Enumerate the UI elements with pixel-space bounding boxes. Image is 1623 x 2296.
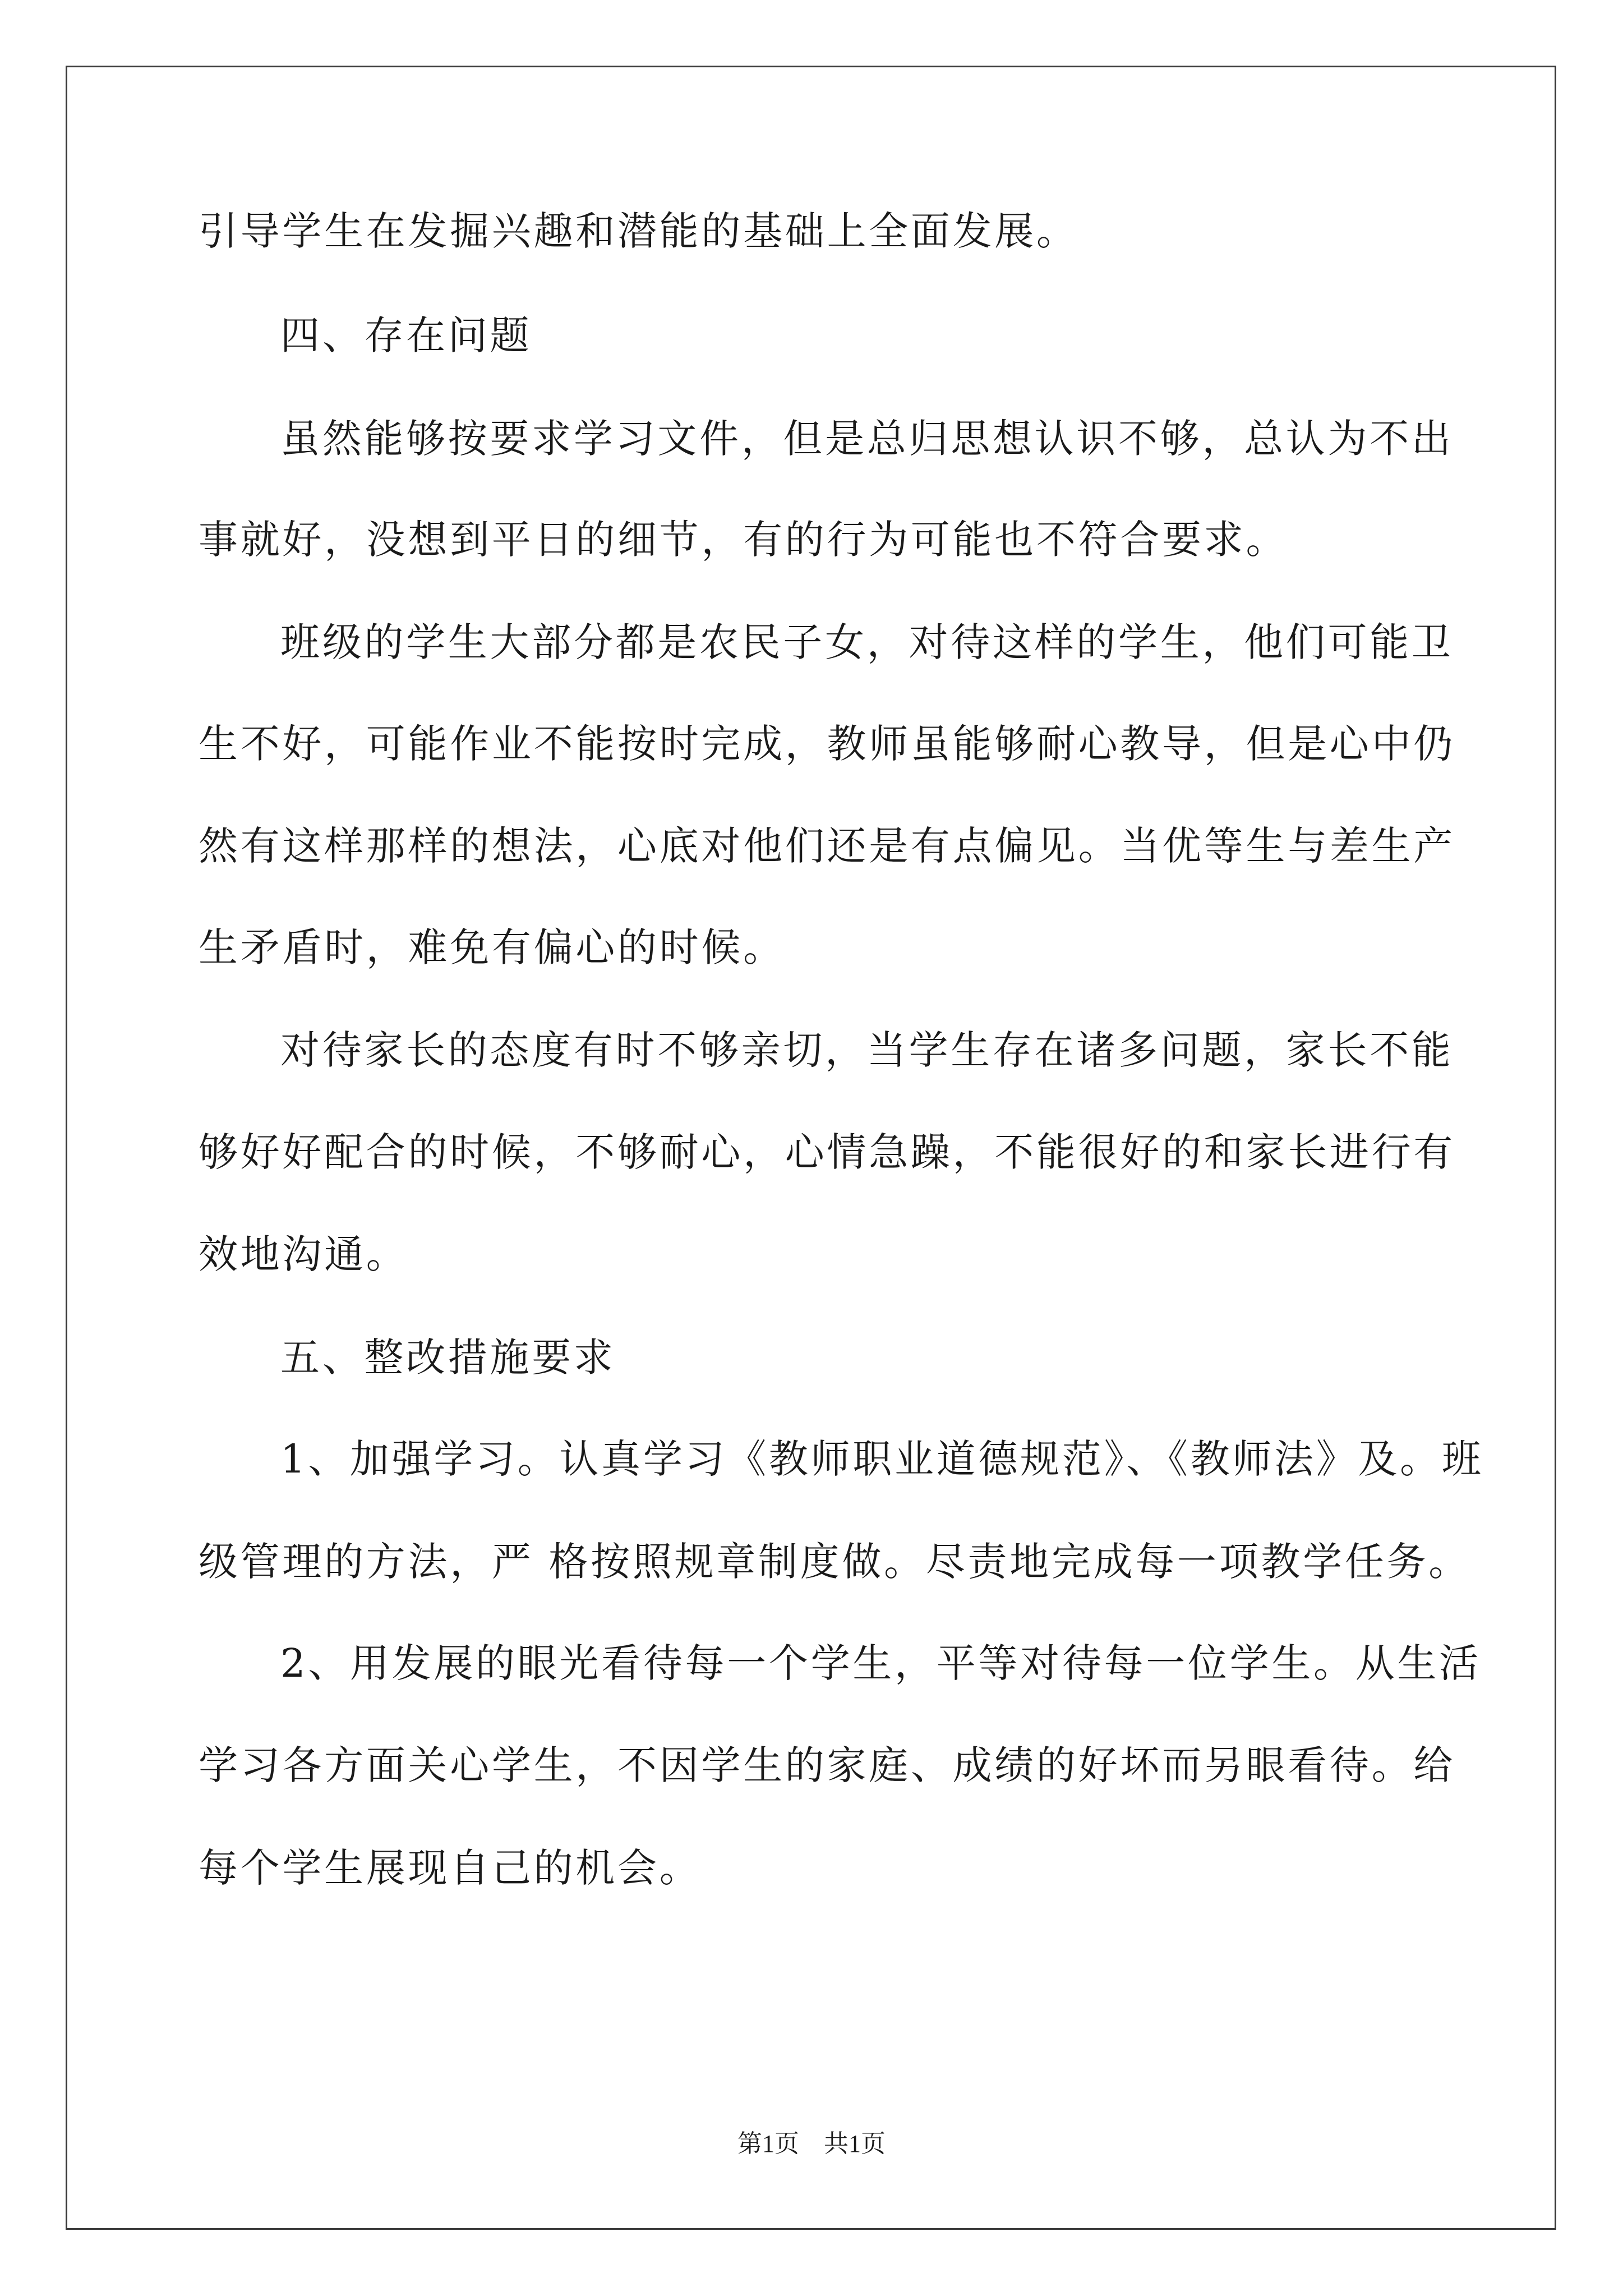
text-line: 对待家长的态度有时不够亲切，当学生存在诸多问题，家长不能 [280,1027,1454,1073]
text-line: 2、用发展的眼光看待每一个学生，平等对待每一位学生。从生活 [280,1640,1481,1686]
text-line: 然有这样那样的想法，心底对他们还是有点偏见。当优等生与差生产 [199,823,1455,869]
text-line: 级管理的方法，严 格按照规章制度做。尽责地完成每一项教学任务。 [199,1539,1470,1585]
text-line: 效地沟通。 [199,1231,408,1277]
page-footer: 第1页 共1页 [737,2130,886,2157]
text-line: 生矛盾时，难免有偏心的时候。 [199,924,785,970]
text-line: 每个学生展现自己的机会。 [199,1845,702,1891]
text-line: 虽然能够按要求学习文件，但是总归思想认识不够，总认为不出 [280,416,1454,462]
section-heading: 四、存在问题 [280,312,532,358]
text-line: 事就好，没想到平日的细节，有的行为可能也不符合要求。 [199,517,1288,563]
text-line: 够好好配合的时候，不够耐心，心情急躁，不能很好的和家长进行有 [199,1129,1455,1175]
text-line: 班级的学生大部分都是农民子女，对待这样的学生，他们可能卫 [280,619,1454,665]
text-line: 引导学生在发掘兴趣和潜能的基础上全面发展。 [199,208,1078,254]
section-heading: 五、整改措施要求 [280,1335,616,1381]
text-line: 1、加强学习。认真学习《教师职业道德规范》、《教师法》及。班 [280,1436,1484,1482]
text-line: 生不好，可能作业不能按时完成，教师虽能够耐心教导，但是心中仍 [199,721,1455,767]
text-line: 学习各方面关心学生，不因学生的家庭、成绩的好坏而另眼看待。给 [199,1742,1455,1788]
